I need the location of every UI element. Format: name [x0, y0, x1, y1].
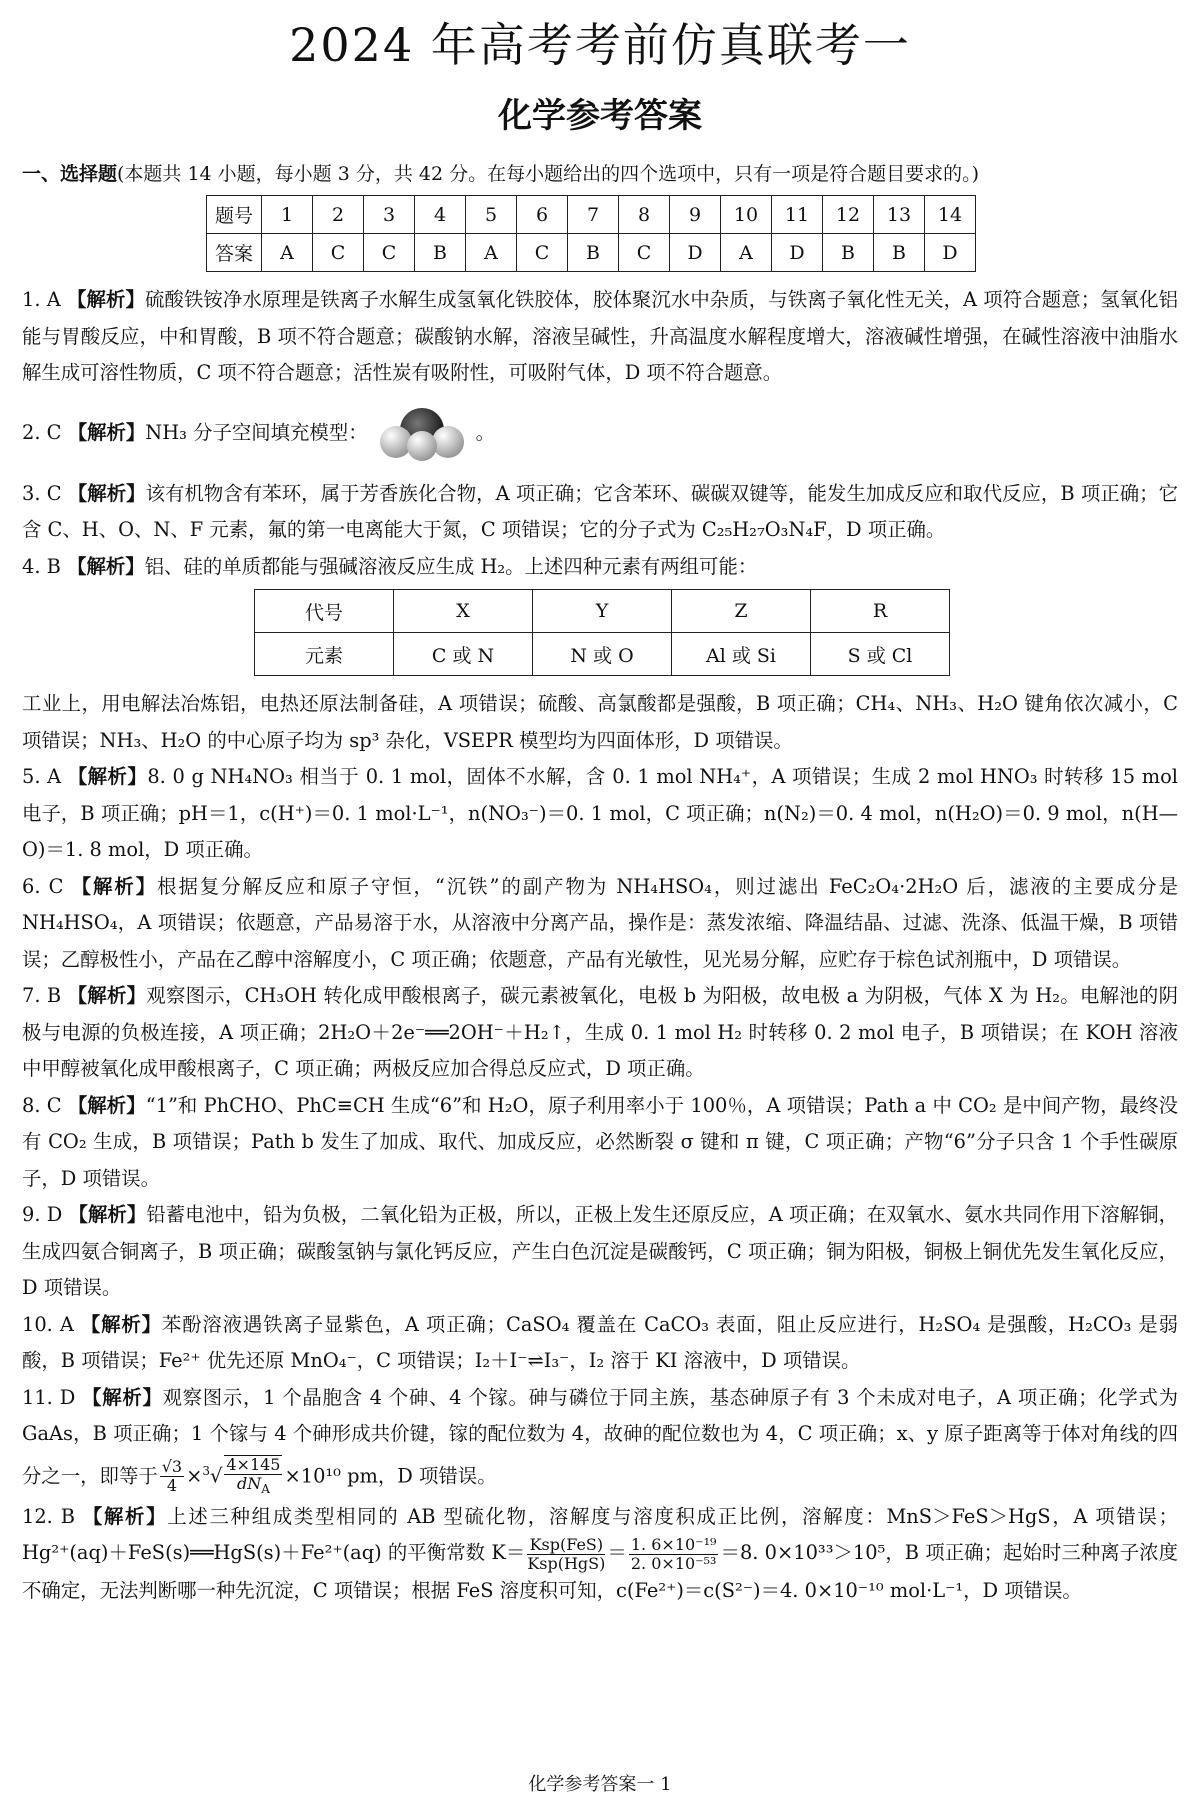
answer-explanation-10 [22, 1307, 1178, 1380]
element-table-header-row [255, 590, 950, 633]
question-number: 5. A [22, 765, 62, 788]
answer-explanation-6 [22, 869, 1178, 979]
explanation-text: 8. 0 g NH₄NO₃ 相当于 0. 1 mol，固体不水解，含 0. 1 mol NH₄⁺，A 项错误；生成 2 mol HNO₃ 时转移 15 mol 电子，B 项正确；pH＝1，c(H⁺)＝0. 1 mol·L⁻¹，n(NO₃⁻)＝0. 1 mol，C 项正确；n(N₂)＝0. 4 mol，n(H₂O)＝0. 9 mol，n(H—O)＝1. 8 mol，D 项正确。 [22, 765, 1179, 861]
analysis-tag: 【解析】 [82, 1504, 168, 1528]
explanation-tail: ＝8. 0×10³³＞10⁵，B 项正确；起始时三种离子浓度不确定，无法判断哪一种先沉淀，C 项错误；根据 FeS 溶度积可知，c(Fe²⁺)＝c(S²⁻)＝4. 0×10⁻¹⁰ mol·L⁻¹，D 项错误。 [22, 1541, 1178, 1602]
analysis-tag: 【解析】 [67, 765, 148, 788]
analysis-tag: 【解析】 [67, 288, 145, 311]
radical-sign: √ [210, 1463, 223, 1487]
explanation-end: 。 [475, 420, 495, 444]
answer-explanation-9 [22, 1197, 1178, 1307]
explanation-text: “1”和 PhCHO、PhC≡CH 生成“6”和 H₂O，原子利用率小于 100％，A 项错误；Path a 中 CO₂ 是中间产物，最终没有 CO₂ 生成，B 项错误；Path b 发生了加成、取代、加成反应，必然断裂 σ 键和 π 键，C 项正确；产物“6”分子只含 1 个手性碳原子，D 项错误。 [22, 1093, 1178, 1190]
table-cell: S 或 Cl [811, 633, 950, 676]
analysis-tag: 【解析】 [67, 554, 145, 578]
question-number: 10. A [22, 1312, 74, 1336]
root-index: 3 [202, 1463, 210, 1478]
page-subtitle: 化学参考答案 [498, 96, 702, 136]
number-cell: 8 [619, 196, 670, 234]
analysis-tag: 【解析】 [71, 874, 158, 898]
number-cell: 9 [670, 196, 721, 234]
number-cell: 14 [925, 196, 976, 234]
explanation-text: 工业上，用电解法冶炼铝，电热还原法制备硅，A 项错误；硫酸、高氯酸都是强酸，B 项正确；CH₄、NH₃、H₂O 键角依次减小，C 项错误；NH₃、H₂O 的中心原子均为 sp³ 杂化，VSEPR 模型均为四面体形，D 项错误。 [22, 692, 1178, 752]
answer-cell: C [619, 234, 670, 272]
document-page [22, 14, 1178, 1609]
analysis-tag: 【解析】 [80, 1312, 162, 1336]
table-header-cell: 题号 [207, 196, 262, 234]
table-cell: 元素 [255, 633, 394, 676]
answer-explanation-4-continued [22, 686, 1178, 759]
answer-explanation-8 [22, 1088, 1178, 1198]
answer-cell: A [262, 234, 313, 272]
fraction-cube-root: $\frac{4\times 145}{dN_A}$ [226, 1455, 281, 1497]
table-header-cell: 答案 [207, 234, 262, 272]
number-cell: 7 [568, 196, 619, 234]
page-footer: 化学参考答案一 1 [528, 1774, 672, 1795]
answer-cell: B [823, 234, 874, 272]
table-header-cell: 代号 [255, 590, 394, 633]
number-cell: 11 [772, 196, 823, 234]
analysis-tag: 【解析】 [67, 984, 147, 1007]
question-number: 11. D [22, 1385, 76, 1409]
answer-cell: A [721, 234, 772, 272]
section-heading [22, 159, 1178, 189]
fraction-sqrt3-over-4: $\frac{√3}{4}$ [161, 1457, 183, 1496]
table-cell: N 或 O [533, 633, 672, 676]
nh3-space-filling-model-image [372, 406, 472, 462]
explanation-text: 该有机物含有苯环，属于芳香族化合物，A 项正确；它含苯环、碳碳双键等，能发生加成反应和取代反应，B 项正确；它含 C、H、O、N、F 元素，氟的第一电离能大于氮，C 项错误；它的分子式为 C₂₅H₂₇O₃N₄F，D 项正确。 [22, 481, 1179, 541]
answer-table [206, 195, 976, 272]
table-header-cell: Z [672, 590, 811, 633]
number-cell: 2 [313, 196, 364, 234]
answer-table-row-numbers [207, 196, 976, 234]
fraction-ksp: $\frac{\text{Ksp(FeS)}}{\text{Ksp(HgS)}}$ [527, 1534, 606, 1573]
question-number: 4. B [22, 554, 61, 578]
answer-cell: C [364, 234, 415, 272]
number-cell: 10 [721, 196, 772, 234]
question-number: 12. B [22, 1504, 75, 1528]
element-table [254, 589, 950, 676]
explanation-text: 铝、硅的单质都能与强碱溶液反应生成 H₂。上述四种元素有两组可能： [144, 554, 758, 578]
number-cell: 1 [262, 196, 313, 234]
question-number: 9. D [22, 1203, 63, 1226]
explanation-tail: ×10¹⁰ pm，D 项错误。 [284, 1463, 497, 1487]
explanation-text: 上述三种组成类型相同的 AB 型硫化物，溶解度与溶度积成正比例，溶解度：MnS＞FeS＞HgS，A 项错误；Hg²⁺(aq)＋FeS(s)══HgS(s)＋Fe²⁺(aq) 的平衡常数 K＝ [22, 1504, 1178, 1565]
table-cell: Al 或 Si [672, 633, 811, 676]
section-label: 一、选择题 [22, 163, 118, 185]
table-cell: C 或 N [394, 633, 533, 676]
number-cell: 6 [517, 196, 568, 234]
question-number: 3. C [22, 481, 62, 505]
answer-cell: B [874, 234, 925, 272]
answer-explanation-4 [22, 549, 1178, 586]
answer-cell: D [772, 234, 823, 272]
answer-cell: D [670, 234, 721, 272]
analysis-tag: 【解析】 [68, 1203, 147, 1226]
question-number: 7. B [22, 984, 62, 1007]
number-cell: 5 [466, 196, 517, 234]
answer-explanation-5 [22, 759, 1178, 869]
answer-cell: A [466, 234, 517, 272]
answer-cell: D [925, 234, 976, 272]
page-title: 2024 年高考考前仿真联考一 [289, 18, 911, 72]
table-header-cell: Y [533, 590, 672, 633]
element-table-row [255, 633, 950, 676]
analysis-tag: 【解析】 [67, 420, 146, 444]
answer-cell: C [313, 234, 364, 272]
answer-explanation-12 [22, 1499, 1178, 1610]
question-number: 6. C [22, 874, 64, 898]
explanation-text: 硫酸铁铵净水原理是铁离子水解生成氢氧化铁胶体，胶体聚沉水中杂质，与铁离子氧化性无关，A 项符合题意；氢氧化铝能与胃酸反应，中和胃酸，B 项不符合题意；碳酸钠水解，溶液呈碱性，升高温度水解程度增大，溶液碱性增强，在碱性溶液中油脂水解生成可溶性物质，C 项不符合题意；活性炭有吸附性，可吸附气体，D 项不符合题意。 [22, 288, 1179, 384]
answer-explanation-1 [22, 282, 1178, 392]
fraction-values: $\frac{\text{1. 6×10⁻¹⁹}}{\text{2. 0×10⁻⁵³}}$ [630, 1534, 717, 1573]
answer-explanation-3 [22, 476, 1178, 549]
answer-table-row-answers [207, 234, 976, 272]
question-number: 8. C [22, 1093, 62, 1117]
number-cell: 13 [874, 196, 925, 234]
analysis-tag: 【解析】 [67, 481, 146, 505]
explanation-text: 观察图示，CH₃OH 转化成甲酸根离子，碳元素被氧化，电极 b 为阳极，故电极 a 为阴极，气体 X 为 H₂。电解池的阴极与电源的负极连接，A 项正确；2H₂O＋2e⁻══2OH⁻＋H₂↑，生成 0. 1 mol H₂ 时转移 0. 2 mol 电子，B 项错误；在 KOH 溶液中甲醇被氧化成甲酸根离子，C 项正确；两极反应加合得总反应式，D 项正确。 [22, 984, 1178, 1080]
table-header-cell: R [811, 590, 950, 633]
answer-explanation-11 [22, 1380, 1178, 1499]
explanation-text: 根据复分解反应和原子守恒，“沉铁”的副产物为 NH₄HSO₄，则过滤出 FeC₂O₄·2H₂O 后，滤液的主要成分是 NH₄HSO₄，A 项错误；依题意，产品易溶于水，从溶液中分离产品，操作是：蒸发浓缩、降温结晶、过滤、洗涤、低温干燥，B 项错误；乙醇极性小，产品在乙醇中溶解度小，C 项正确；依题意，产品有光敏性，见光易分解，应贮存于棕色试剂瓶中，D 项错误。 [22, 874, 1179, 971]
analysis-tag: 【解析】 [67, 1093, 146, 1117]
answer-cell: B [568, 234, 619, 272]
section-desc: (本题共 14 小题，每小题 3 分，共 42 分。在每小题给出的四个选项中，只有一项是符合题目要求的。) [117, 163, 980, 185]
question-number: 1. A [22, 288, 61, 311]
number-cell: 4 [415, 196, 466, 234]
answer-cell: B [415, 234, 466, 272]
answer-explanation-2 [22, 406, 1178, 462]
explanation-text: 铅蓄电池中，铅为负极，二氧化铅为正极，所以，正极上发生还原反应，A 项正确；在双氧水、氨水共同作用下溶解铜，生成四氨合铜离子，B 项正确；碳酸氢钠与氯化钙反应，产生白色沉淀是碳酸钙，C 项正确；铜为阳极，铜极上铜优先发生氧化反应，D 项错误。 [22, 1203, 1178, 1299]
times-sign: × [186, 1463, 203, 1487]
answer-cell: C [517, 234, 568, 272]
equals-sign: ＝ [607, 1541, 627, 1565]
explanation-text: NH₃ 分子空间填充模型： [145, 420, 368, 444]
question-number: 2. C [22, 420, 62, 444]
analysis-tag: 【解析】 [82, 1385, 163, 1409]
answer-explanation-7 [22, 978, 1178, 1088]
table-header-cell: X [394, 590, 533, 633]
explanation-text: 观察图示，1 个晶胞含 4 个砷、4 个镓。砷与磷位于同主族，基态砷原子有 3 个未成对电子，A 项正确；化学式为 GaAs，B 项正确；1 个镓与 4 个砷形成共价键，镓的配位数为 4，故砷的配位数也为 4，C 项正确；x、y 原子距离等于体对角线的四分之一，即等于 [22, 1385, 1178, 1487]
number-cell: 3 [364, 196, 415, 234]
explanation-text: 苯酚溶液遇铁离子显紫色，A 项正确；CaSO₄ 覆盖在 CaCO₃ 表面，阻止反应进行，H₂SO₄ 是强酸，H₂CO₃ 是弱酸，B 项错误；Fe²⁺ 优先还原 MnO₄⁻，C 项错误；I₂＋I⁻⇌I₃⁻，I₂ 溶于 KI 溶液中，D 项错误。 [22, 1312, 1179, 1372]
number-cell: 12 [823, 196, 874, 234]
